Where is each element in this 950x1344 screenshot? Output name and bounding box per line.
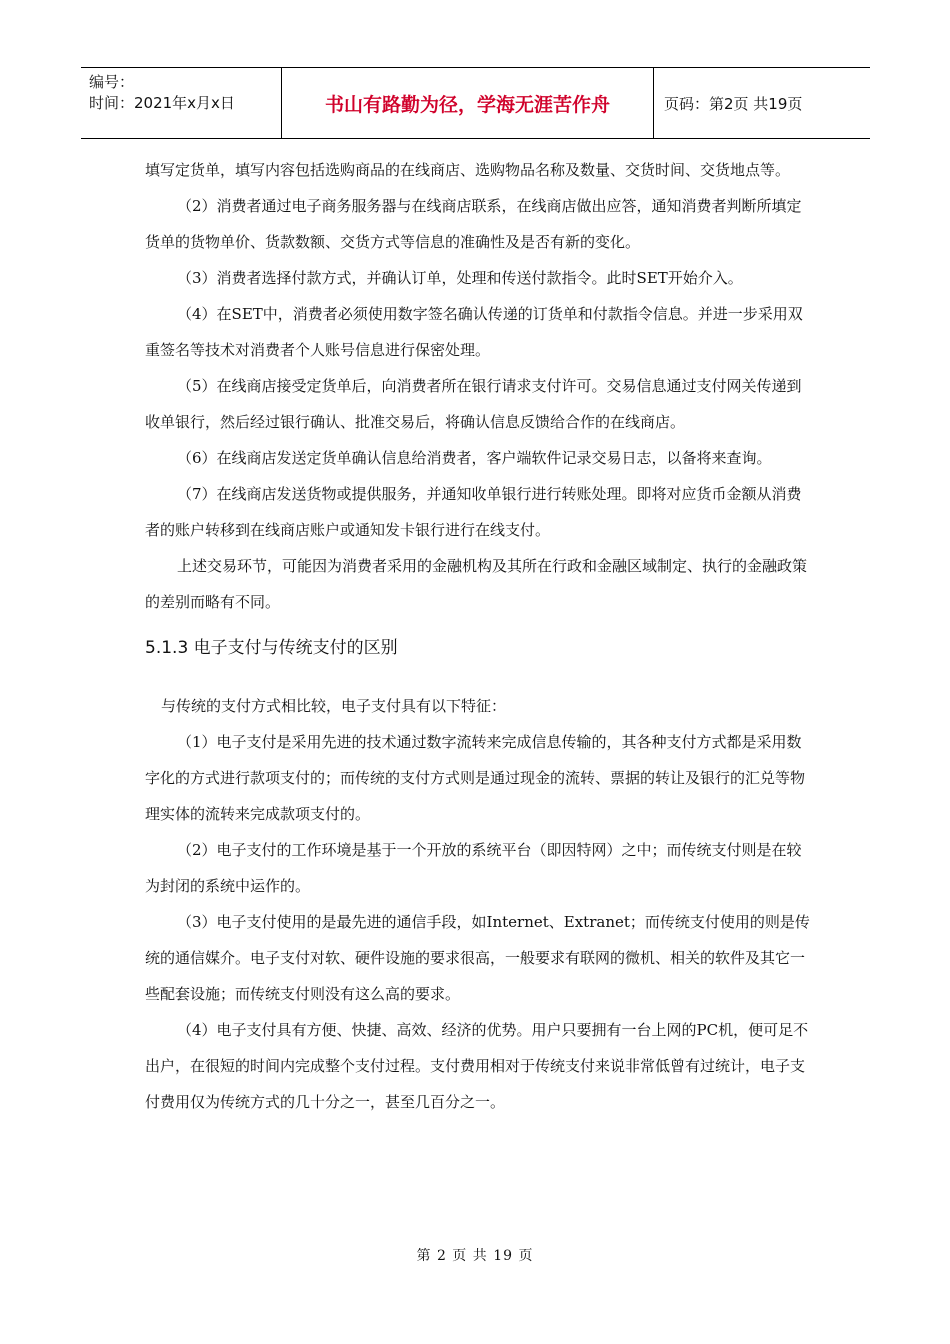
header-meta (81, 68, 282, 138)
paragraph: （4）电子支付具有方便、快捷、高效、经济的优势。用户只要拥有一台上网的PC机，便可足不出户，在很短的时间内完成整个支付过程。支付费用相对于传统支付来说非常低曾有过统计，电子支付费用仅为传统方式的几十分之一，甚至几百分之一。 (145, 1021, 809, 1111)
paragraph: （7）在线商店发送货物或提供服务，并通知收单银行进行转账处理。即将对应货币金额从消费者的账户转移到在线商店账户或通知发卡银行进行在线支付。 (145, 485, 802, 539)
page-header (81, 67, 870, 139)
section-heading: 5.1.3 电子支付与传统支付的区别 (145, 638, 398, 658)
header-motto: 书山有路勤为径，学海无涯苦作舟 (282, 68, 654, 138)
paragraph: （1）电子支付是采用先进的技术通过数字流转来完成信息传输的，其各种支付方式都是采用数字化的方式进行款项支付的；而传统的支付方式则是通过现金的流转、票据的转让及银行的汇兑等物理实体的流转来完成款项支付的。 (145, 733, 806, 823)
paragraph: 上述交易环节，可能因为消费者采用的金融机构及其所在行政和金融区域制定、执行的金融政策的差别而略有不同。 (145, 557, 808, 611)
paragraph: （2）消费者通过电子商务服务器与在线商店联系，在线商店做出应答，通知消费者判断所填定货单的货物单价、货款数额、交货方式等信息的准确性及是否有新的变化。 (145, 197, 802, 251)
paragraph: 填写定货单，填写内容包括选购商品的在线商店、选购物品名称及数量、交货时间、交货地点等。 (145, 161, 791, 179)
paragraph: （2）电子支付的工作环境是基于一个开放的系统平台（即因特网）之中；而传统支付则是在较为封闭的系统中运作的。 (145, 841, 802, 895)
paragraph: （3）电子支付使用的是最先进的通信手段，如Internet、Extranet；而传统支付使用的则是传统的通信媒介。电子支付对软、硬件设施的要求很高，一般要求有联网的微机、相关的软件及其它一些配套设施；而传统支付则没有这么高的要求。 (145, 913, 810, 1003)
paragraph: （5）在线商店接受定货单后，向消费者所在银行请求支付许可。交易信息通过支付网关传递到收单银行，然后经过银行确认、批准交易后，将确认信息反馈给合作的在线商店。 (145, 377, 802, 431)
page-footer: 第 2 页 共 19 页 (416, 1248, 534, 1264)
time-label: 时间：2021年x月x日 (89, 94, 235, 112)
document-body (145, 152, 810, 1120)
paragraph: （4）在SET中，消费者必须使用数字签名确认传递的订货单和付款指令信息。并进一步采用双重签名等技术对消费者个人账号信息进行保密处理。 (145, 305, 803, 359)
paragraph: （6）在线商店发送定货单确认信息给消费者，客户端软件记录交易日志，以备将来查询。 (177, 449, 772, 467)
number-label: 编号： (89, 73, 135, 91)
paragraph: （3）消费者选择付款方式，并确认订单，处理和传送付款指令。此时SET开始介入。 (177, 269, 743, 287)
header-page-info: 页码：第2页 共19页 (664, 94, 803, 113)
intro-paragraph: 与传统的支付方式相比较，电子支付具有以下特征： (161, 697, 507, 715)
